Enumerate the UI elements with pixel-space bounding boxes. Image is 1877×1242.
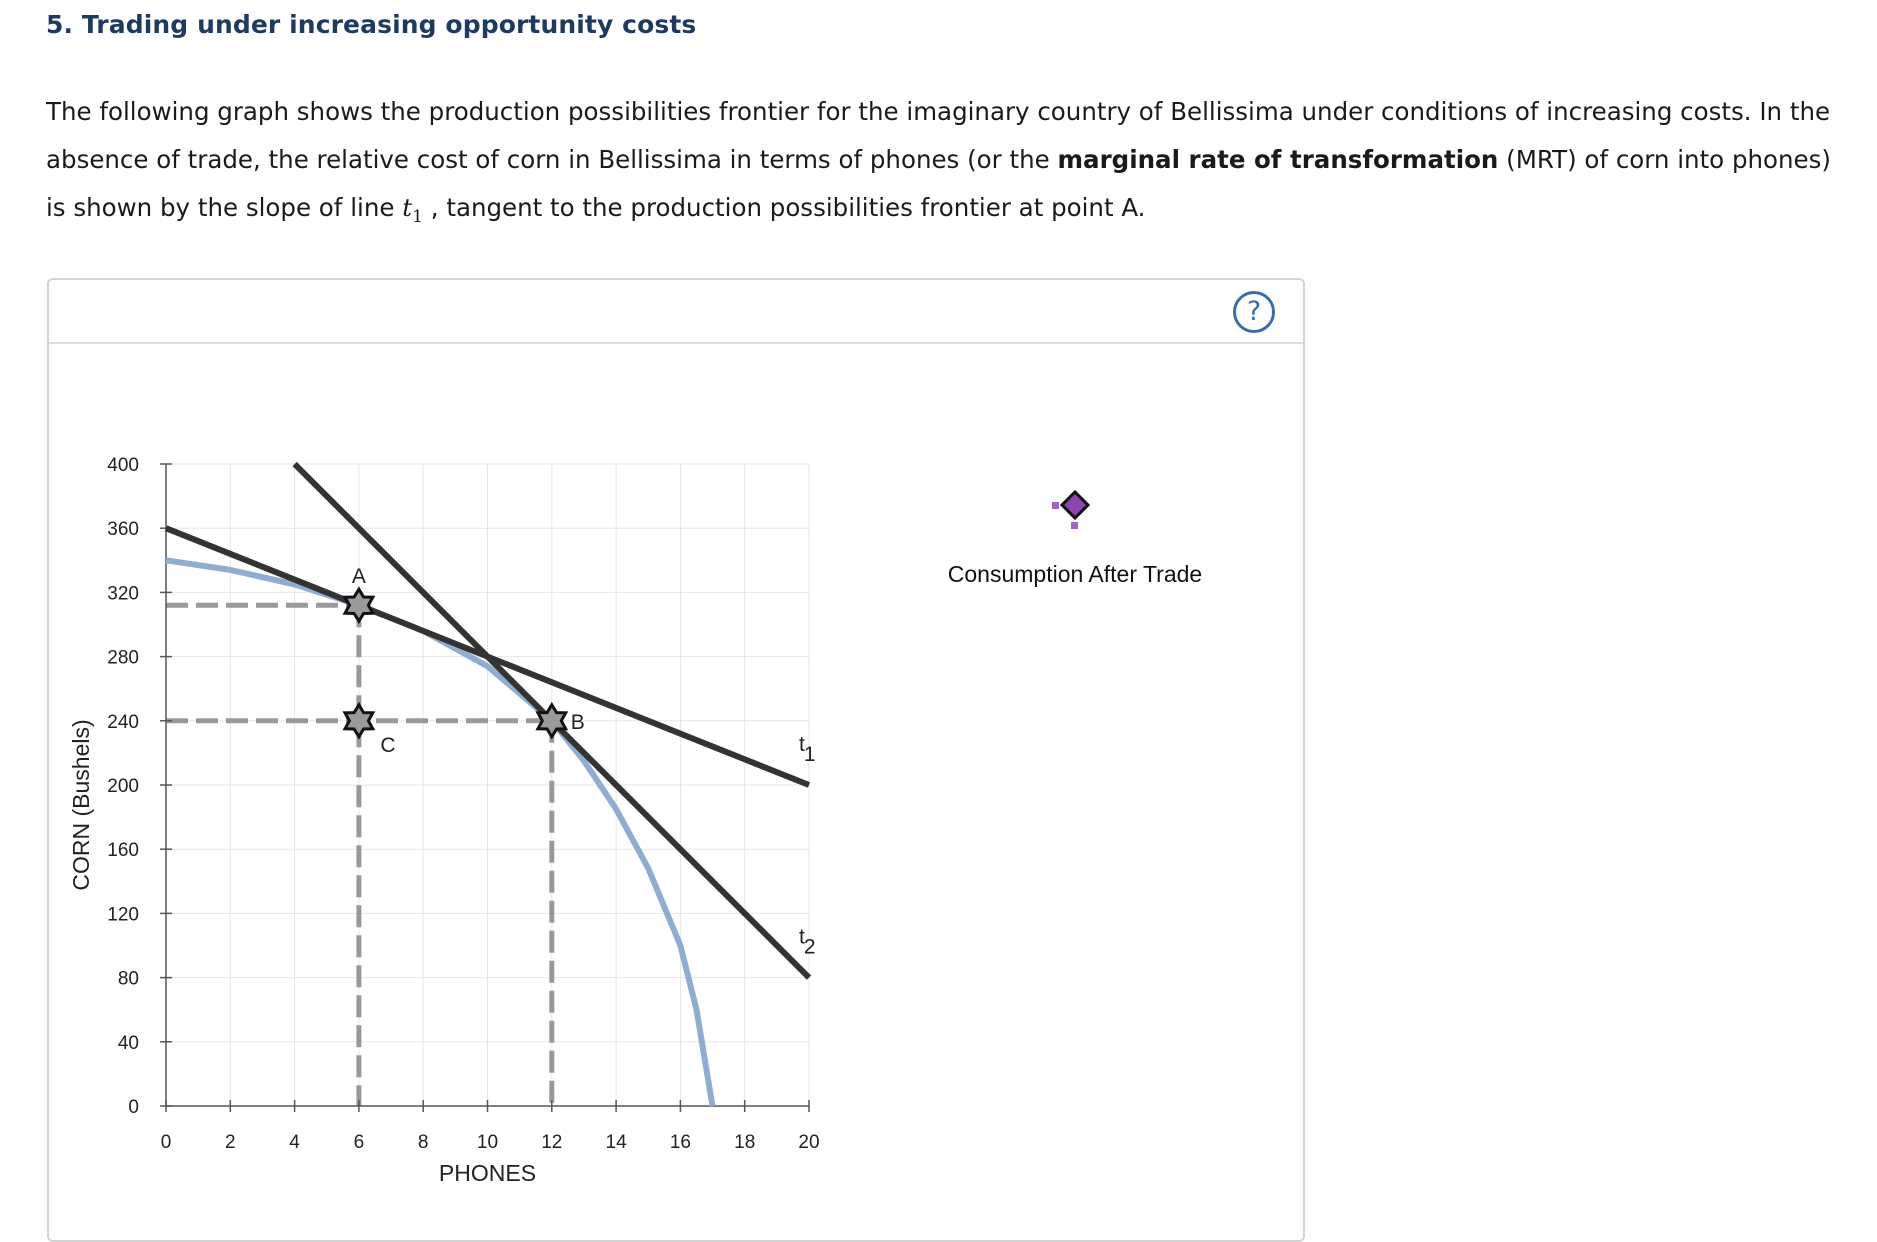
y-tick-label: 120 bbox=[107, 904, 139, 926]
line-label-sub: 1 bbox=[803, 743, 816, 766]
t1-symbol bbox=[402, 193, 423, 227]
x-tick-label: 14 bbox=[605, 1132, 627, 1153]
y-tick-label: 0 bbox=[128, 1097, 139, 1118]
x-tick-label: 4 bbox=[289, 1132, 300, 1153]
line-label-base: t bbox=[799, 733, 805, 756]
line-label-t2 bbox=[799, 926, 816, 959]
line-label-base: t bbox=[799, 925, 805, 949]
y-tick-label: 320 bbox=[107, 583, 139, 605]
consumption-after-trade-tool[interactable] bbox=[1052, 492, 1088, 529]
y-tick-label: 80 bbox=[117, 968, 139, 990]
y-tick-label: 360 bbox=[107, 519, 139, 541]
y-tick-label: 400 bbox=[107, 455, 139, 476]
y-axis-label: CORN (Bushels) bbox=[68, 719, 94, 891]
x-tick-label: 0 bbox=[160, 1132, 172, 1153]
ppf-curve[interactable] bbox=[166, 560, 713, 1106]
point-label-a: A bbox=[351, 565, 366, 589]
legend-handle-bottom bbox=[1071, 522, 1078, 529]
point-label-b: B bbox=[570, 710, 585, 734]
mrt-term: marginal rate of transformation bbox=[1057, 145, 1499, 174]
star-point-c[interactable] bbox=[345, 705, 373, 737]
x-axis-label: PHONES bbox=[438, 1160, 537, 1186]
y-tick-label: 160 bbox=[107, 840, 139, 862]
consumption-after-trade-label: Consumption After Trade bbox=[947, 561, 1203, 587]
legend-handle-left bbox=[1052, 502, 1059, 509]
x-tick-label: 12 bbox=[541, 1132, 563, 1153]
y-tick-label: 200 bbox=[107, 776, 139, 797]
question-text-2: (MRT) of corn into phones) is shown by the slope of line bbox=[46, 145, 1831, 222]
question-text-3: , tangent to the production possibilities frontier at point A. bbox=[422, 193, 1146, 222]
ppf-graph bbox=[49, 280, 1301, 1238]
y-tick-label: 280 bbox=[107, 647, 139, 669]
guide-lines bbox=[166, 605, 552, 1106]
question-title: 5. Trading under increasing opportunity costs bbox=[46, 10, 697, 39]
grid bbox=[166, 464, 809, 1106]
x-tick-label: 18 bbox=[734, 1132, 756, 1153]
line-label-sub: 2 bbox=[803, 935, 816, 959]
legend bbox=[948, 492, 1202, 587]
x-tick-label: 10 bbox=[476, 1132, 499, 1153]
x-tick-label: 8 bbox=[417, 1132, 429, 1153]
point-label-c: C bbox=[380, 733, 396, 757]
t1-symbol-sub: 1 bbox=[412, 206, 423, 227]
graph-panel bbox=[47, 278, 1305, 1242]
y-tick-label: 240 bbox=[107, 711, 139, 733]
t1-symbol-base: t bbox=[402, 193, 413, 222]
help-button[interactable]: ? bbox=[1233, 291, 1275, 333]
question-text-1: The following graph shows the production possibilities frontier for the imaginary country of Bellissima under conditions of increasing costs. In the absence of trade, the relative cost of corn in Bellissima in terms of phones (or the bbox=[46, 97, 1831, 174]
y-tick-label: 40 bbox=[117, 1032, 139, 1054]
question-text bbox=[46, 88, 1846, 241]
diamond-icon[interactable] bbox=[1062, 492, 1088, 518]
points bbox=[345, 565, 585, 757]
x-tick-label: 2 bbox=[225, 1132, 236, 1153]
x-tick-label: 16 bbox=[669, 1132, 691, 1153]
x-tick-label: 20 bbox=[798, 1132, 820, 1153]
x-tick-label: 6 bbox=[353, 1132, 365, 1153]
line-label-t1 bbox=[799, 733, 816, 766]
star-point-a[interactable] bbox=[345, 589, 373, 621]
